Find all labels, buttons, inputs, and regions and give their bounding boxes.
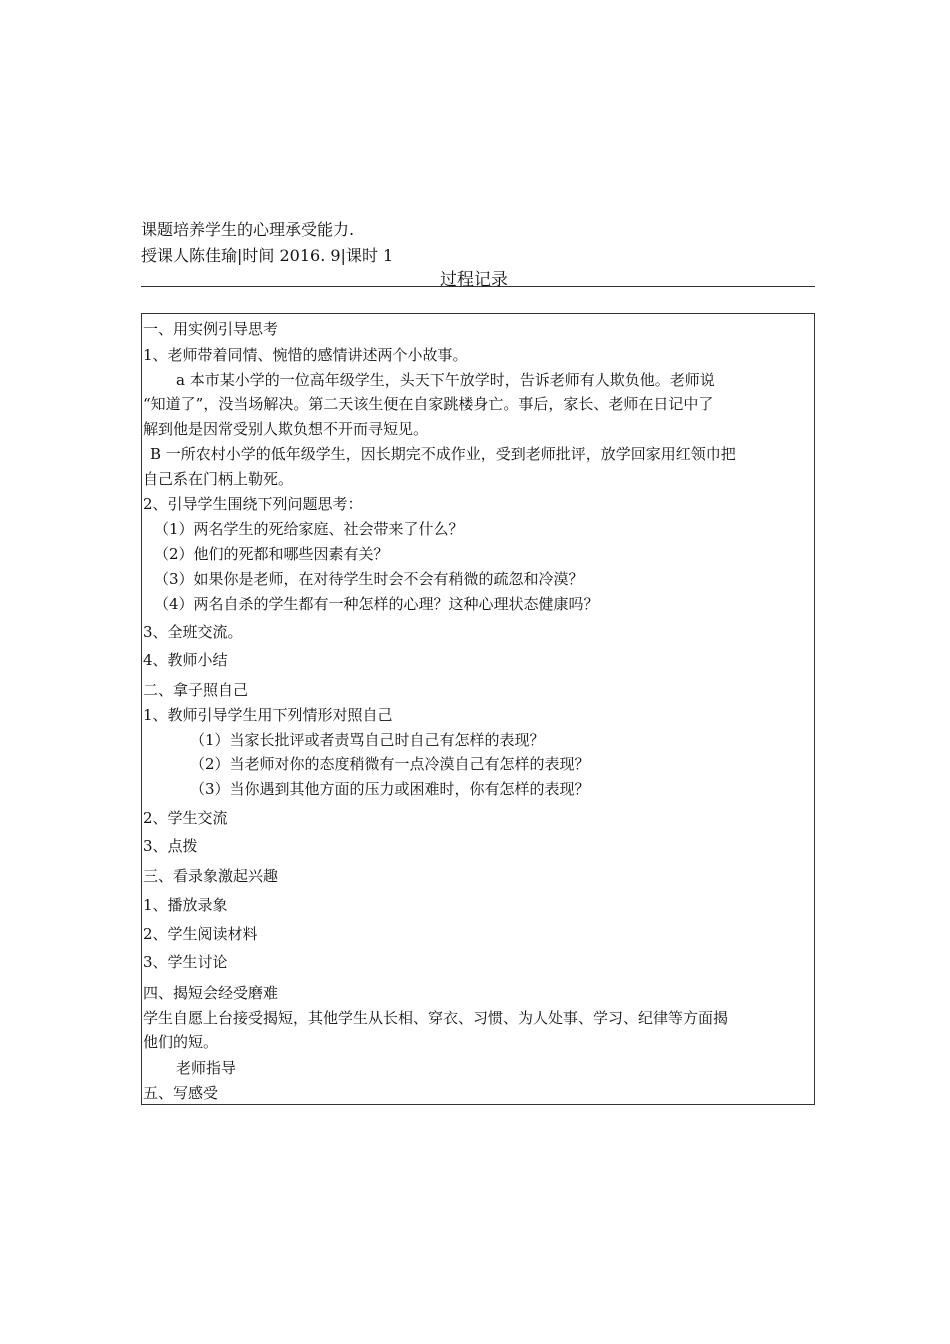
- question-item: （2）当老师对你的态度稍微有一点冷漠自己有怎样的表现？: [190, 755, 590, 773]
- section-heading: 四、揭短会经受磨难: [143, 984, 279, 1002]
- text-line: 2、学生阅读材料: [143, 925, 258, 943]
- text-line: 他们的短。: [143, 1033, 219, 1051]
- text-line: 学生自愿上台接受揭短，其他学生从长相、穿衣、习惯、为人处事、学习、纪律等方面揭: [143, 1009, 729, 1027]
- question-item: （1）当家长批评或者责骂自己时自己有怎样的表现？: [190, 731, 545, 749]
- text-line: 2、引导学生围绕下列问题思考：: [143, 495, 363, 513]
- text-line: 老师指导: [176, 1059, 237, 1077]
- text-line: 3、点拨: [143, 837, 198, 855]
- question-item: （3）如果你是老师，在对待学生时会不会有稍微的疏忽和冷漠？: [154, 570, 584, 588]
- lesson-title: 课题培养学生的心理承受能力.: [141, 220, 355, 239]
- section-heading: 五、写感受: [143, 1084, 219, 1102]
- text-line: a 本市某小学的一位高年级学生，头天下午放学时，告诉老师有人欺负他。老师说: [176, 371, 715, 389]
- section-heading: 二、拿子照自己: [143, 681, 249, 699]
- text-line: 1、老师带着同情、惋惜的感情讲述两个小故事。: [143, 346, 468, 364]
- section-heading: 三、看录象激起兴趣: [143, 867, 279, 885]
- text-line: 1、播放录象: [143, 896, 228, 914]
- lesson-info: 授课人陈佳瑜|时间 2016. 9|课时 1: [141, 246, 394, 265]
- text-line: 4、教师小结: [143, 651, 228, 669]
- question-item: （3）当你遇到其他方面的压力或困难时，你有怎样的表现？: [190, 780, 590, 798]
- process-record-heading: 过程记录: [440, 270, 508, 290]
- text-line: 1、教师引导学生用下列情形对照自己: [143, 706, 393, 724]
- text-line: 3、学生讨论: [143, 953, 228, 971]
- divider: [141, 286, 815, 287]
- process-record-box: [141, 313, 815, 1105]
- section-heading: 一、用实例引导思考: [143, 320, 279, 338]
- question-item: （2）他们的死都和哪些因素有关？: [154, 545, 389, 563]
- text-line: 2、学生交流: [143, 809, 228, 827]
- question-item: （1）两名学生的死给家庭、社会带来了什么？: [154, 520, 464, 538]
- text-line: “知道了”，没当场解决。第二天该生便在自家跳楼身亡。事后，家长、老师在日记中了: [143, 395, 714, 413]
- text-line: B 一所农村小学的低年级学生，因长期完不成作业，受到老师批评，放学回家用红领巾把: [150, 445, 736, 463]
- text-line: 自己系在门柄上勒死。: [143, 470, 294, 488]
- question-item: （4）两名自杀的学生都有一种怎样的心理？这种心理状态健康吗？: [154, 595, 599, 613]
- text-line: 解到他是因常受别人欺负想不开而寻短见。: [143, 420, 429, 438]
- text-line: 3、全班交流。: [143, 623, 243, 641]
